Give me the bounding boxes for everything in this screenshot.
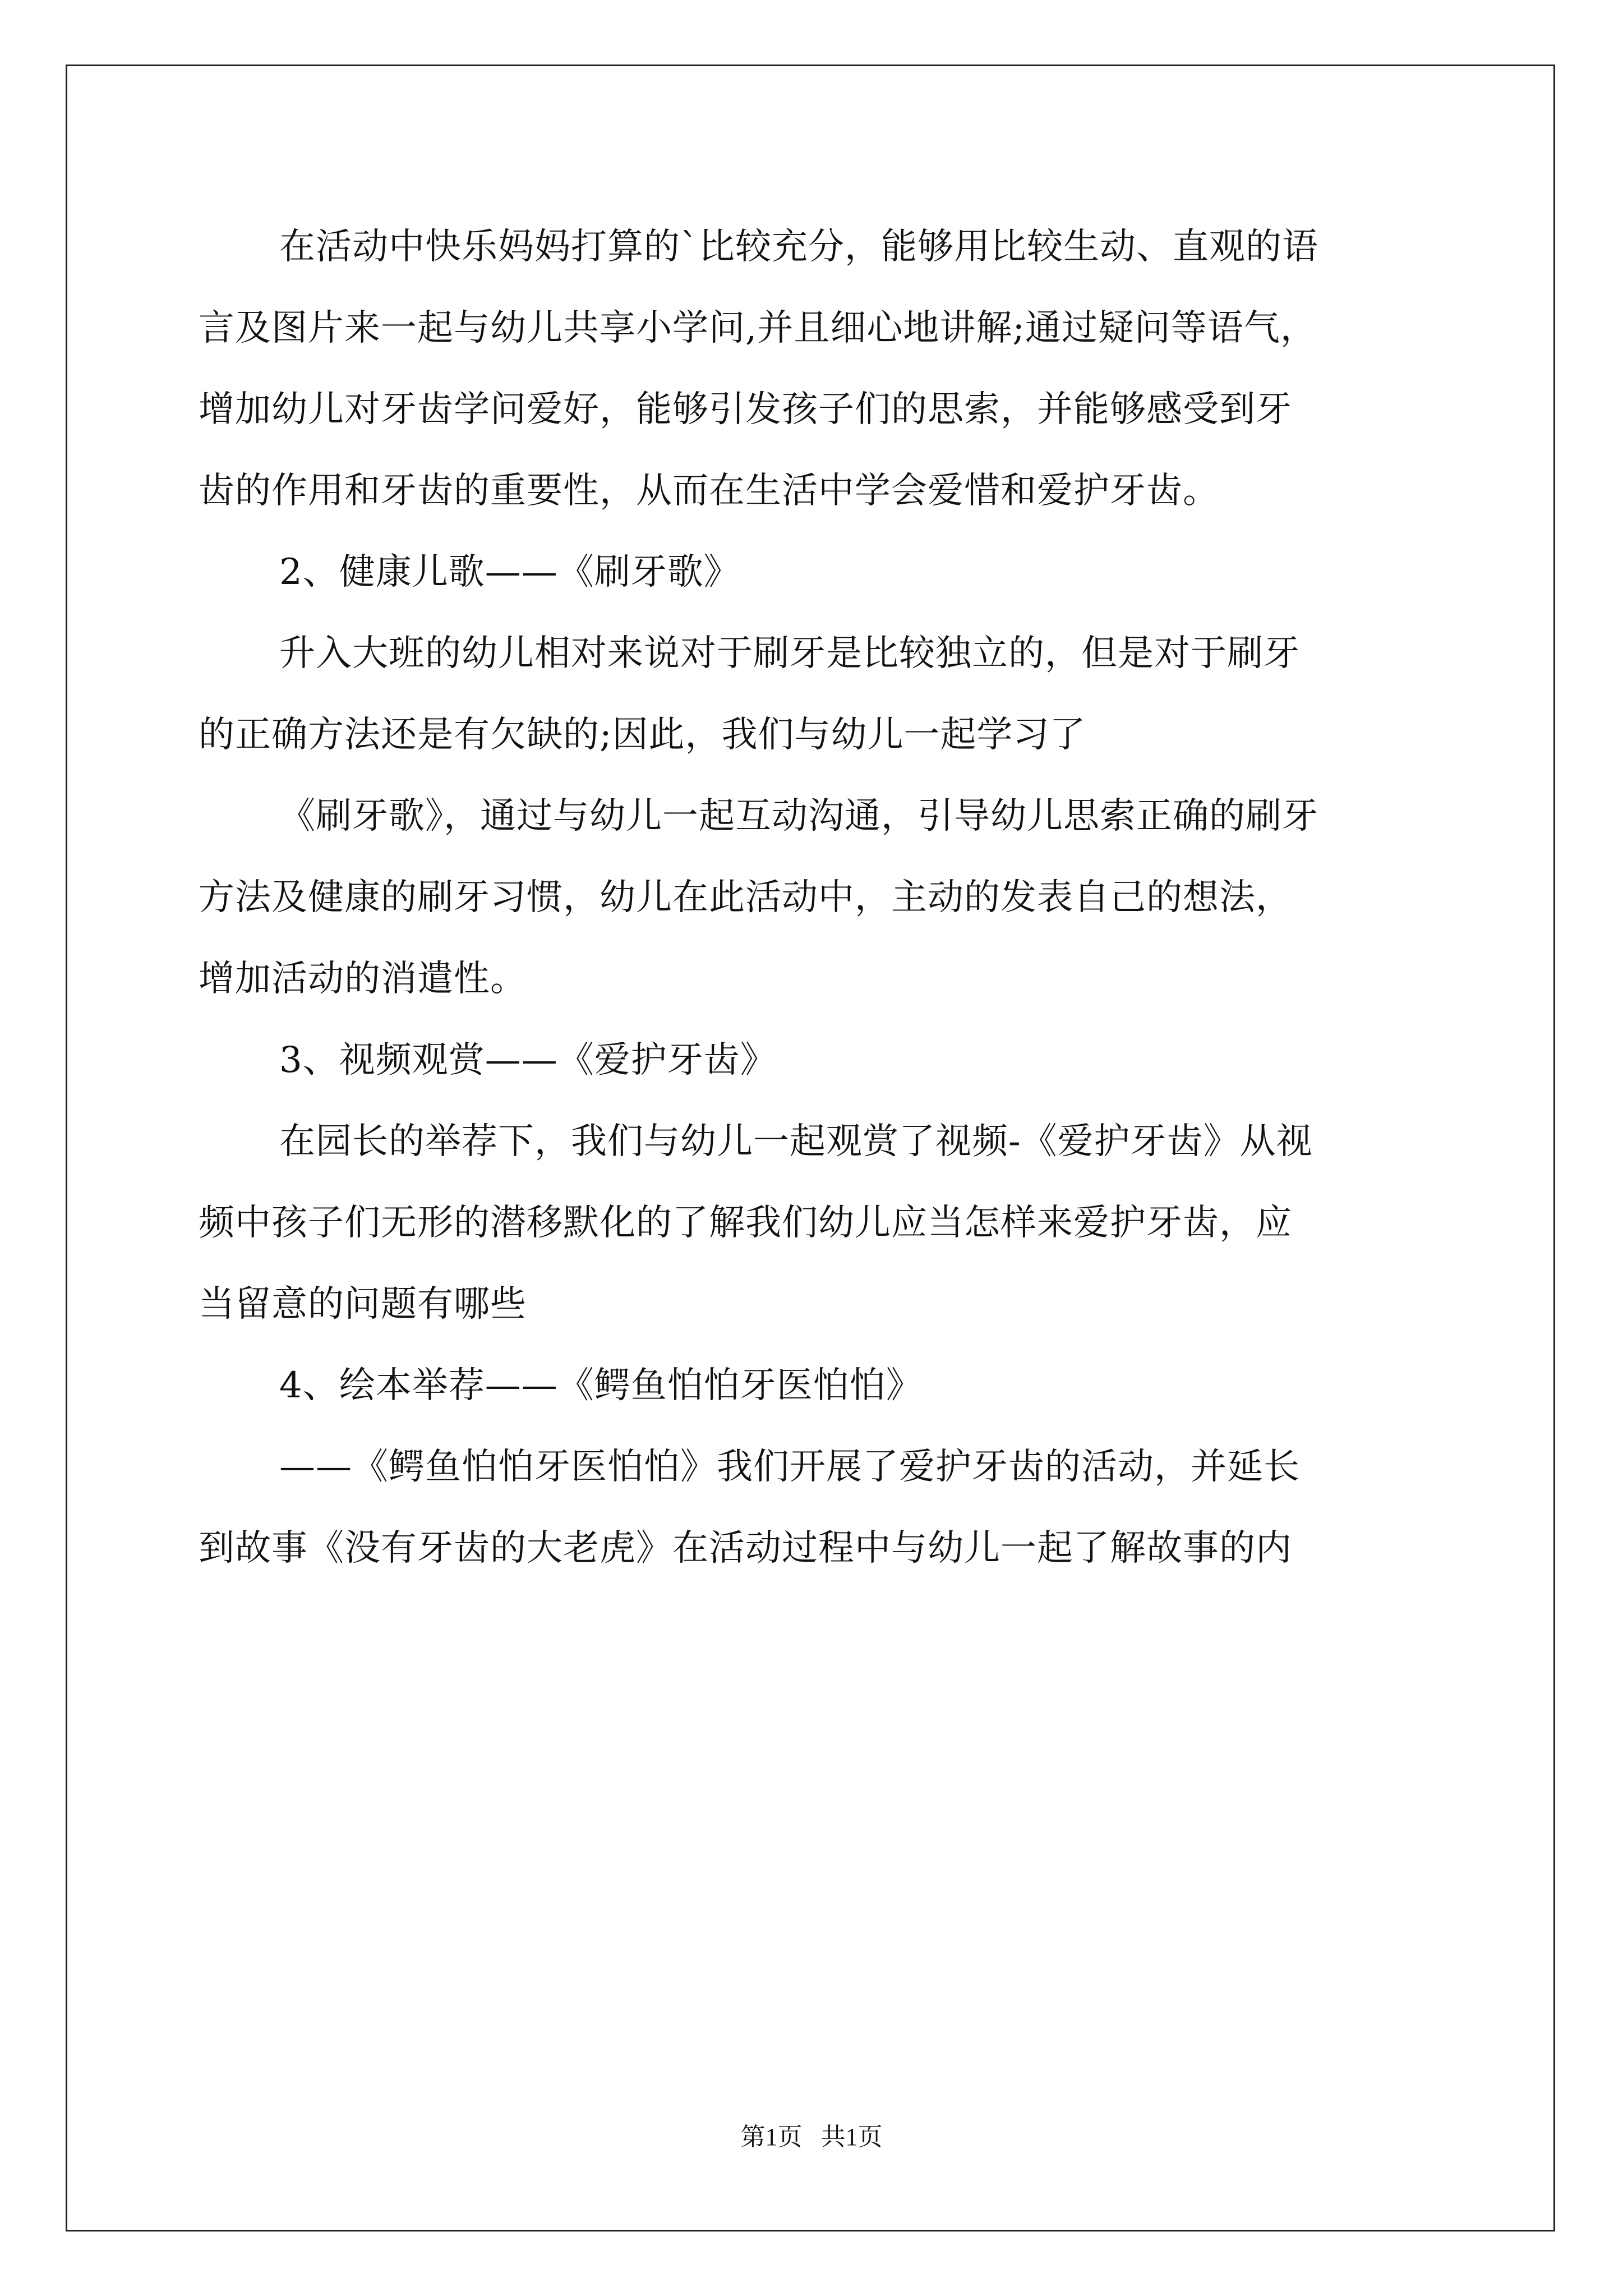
section-heading: 4、绘本举荐——《鳄鱼怕怕牙医怕怕》 <box>279 1365 923 1406</box>
paragraph-line: 增加幼儿对牙齿学问爱好，能够引发孩子们的思索，并能够感受到牙 <box>199 389 1292 430</box>
paragraph-line: 在活动中快乐妈妈打算的`比较充分，能够用比较生动、直观的语 <box>279 226 1318 268</box>
paragraph-line: 频中孩子们无形的潜移默化的了解我们幼儿应当怎样来爱护牙齿，应 <box>199 1202 1292 1244</box>
section-heading: 2、健康儿歌——《刷牙歌》 <box>279 551 740 593</box>
paragraph-line: 到故事《没有牙齿的大老虎》在活动过程中与幼儿一起了解故事的内 <box>199 1527 1292 1569</box>
paragraph-line: 齿的作用和牙齿的重要性，从而在生活中学会爱惜和爱护牙齿。 <box>199 470 1219 512</box>
paragraph-line: 当留意的问题有哪些 <box>199 1283 527 1325</box>
section-heading: 3、视频观赏——《爱护牙齿》 <box>279 1039 777 1081</box>
paragraph-line: 方法及健康的刷牙习惯，幼儿在此活动中，主动的发表自己的想法， <box>199 877 1292 918</box>
paragraph-line: 在园长的举荐下，我们与幼儿一起观赏了视频-《爱护牙齿》从视 <box>279 1121 1313 1162</box>
paragraph-line: 《刷牙歌》，通过与幼儿一起互动沟通，引导幼儿思索正确的刷牙 <box>279 795 1318 837</box>
paragraph-line: 增加活动的消遣性。 <box>199 958 527 1000</box>
page-footer: 第1页 共1页 <box>740 2123 883 2151</box>
paragraph-line: ——《鳄鱼怕怕牙医怕怕》我们开展了爱护牙齿的活动，并延长 <box>279 1446 1300 1488</box>
paragraph-line: 言及图片来一起与幼儿共享小学问,并且细心地讲解;通过疑问等语气， <box>199 307 1317 349</box>
paragraph-line: 升入大班的幼儿相对来说对于刷牙是比较独立的，但是对于刷牙 <box>279 633 1300 674</box>
paragraph-line: 的正确方法还是有欠缺的;因此，我们与幼儿一起学习了 <box>199 714 1086 756</box>
